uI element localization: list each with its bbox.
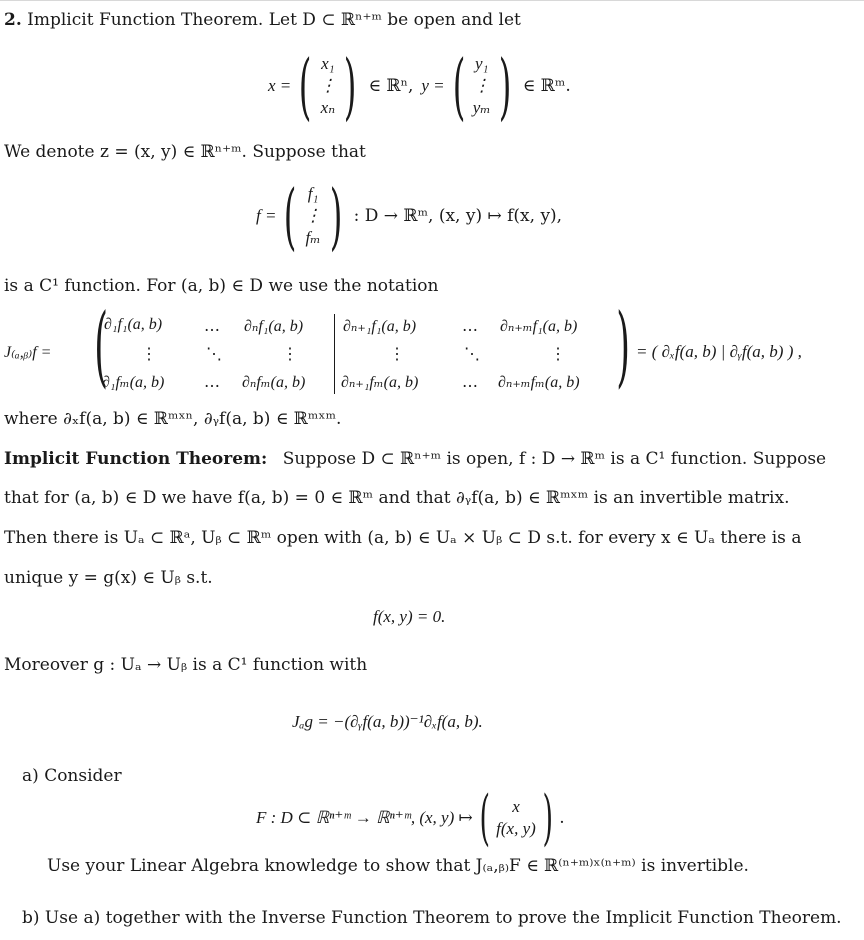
denote-line: We denote z = (x, y) ∈ ℝⁿ⁺ᵐ. Suppose that (4, 142, 366, 162)
jacobian-rhs: = ( ∂ₓf(a, b) | ∂ᵧf(a, b) ) , (636, 342, 802, 361)
left-paren: ( (284, 174, 297, 258)
x-entry-2: ⋮ (319, 76, 337, 95)
left-paren: ( (299, 44, 312, 128)
part-a-label: a) (22, 766, 39, 786)
jacobian-label: J₍ₐ,ᵦ₎f = (4, 344, 52, 361)
problem-intro: Let D ⊂ ℝⁿ⁺ᵐ be open and let (268, 10, 521, 30)
part-a-text: Consider (44, 766, 122, 786)
equation-f-zero: f(x, y) = 0. (373, 607, 446, 626)
theorem-line-4: unique y = g(x) ∈ Uᵦ s.t. (4, 568, 213, 588)
x-entry-3: xₙ (320, 98, 336, 117)
F-definition (256, 783, 565, 853)
y-entry-3: yₘ (472, 98, 491, 117)
theorem-title: Implicit Function Theorem: (4, 449, 268, 469)
cell-r2c4: ⋮ (389, 344, 405, 363)
cell-r3c5: … (462, 372, 478, 391)
cell-r2c1: ⋮ (141, 344, 157, 363)
y-entry-1: y₁ (474, 54, 489, 73)
y-space: ∈ ℝᵐ. (522, 76, 571, 96)
where-line: where ∂ₓf(a, b) ∈ ℝᵐˣⁿ, ∂ᵧf(a, b) ∈ ℝᵐˣᵐ. (4, 409, 342, 429)
cell-r1c5: … (462, 316, 478, 335)
cell-r3c1: ∂₁fₘ(a, b) (102, 374, 165, 391)
cell-r2c6: ⋮ (550, 344, 566, 363)
right-paren: ) (498, 44, 512, 128)
cell-r1c4: ∂ₙ₊₁f₁(a, b) (343, 318, 417, 335)
x-label: x = (268, 76, 292, 95)
y-entries (473, 53, 491, 119)
block-separator (334, 314, 335, 394)
left-paren: ( (452, 44, 465, 128)
f-entry-2: ⋮ (304, 206, 322, 225)
cell-r3c6: ∂ₙ₊ₘfₘ(a, b) (498, 374, 580, 391)
x-entry-1: x₁ (321, 54, 335, 73)
theorem-text-1: Suppose D ⊂ ℝⁿ⁺ᵐ is open, f : D → ℝᵐ is a C¹ function. Suppose (282, 449, 827, 469)
cell-r1c1: ∂₁f₁(a, b) (104, 316, 163, 333)
cell-r1c2: … (204, 316, 220, 335)
problem-title: Implicit Function Theorem. (27, 10, 264, 30)
f-entry-1: f₁ (307, 184, 319, 203)
period: . (559, 808, 565, 828)
F-entries (496, 796, 536, 840)
f-definition (256, 174, 563, 258)
jacobian-matrix (0, 294, 864, 398)
x-vector (268, 44, 571, 128)
matrix-right-paren: ) (616, 294, 631, 397)
y-entry-2: ⋮ (473, 76, 491, 95)
x-space: ∈ ℝⁿ, (368, 76, 414, 96)
f-mapping: : D → ℝᵐ, (x, y) ↦ f(x, y), (353, 206, 563, 226)
top-border (0, 0, 864, 1)
F-mapping: F : D ⊂ ℝⁿ⁺ᵐ → ℝⁿ⁺ᵐ, (x, y) ↦ (256, 808, 473, 827)
cell-r2c2: ⋱ (206, 344, 222, 363)
cell-r2c5: ⋱ (464, 344, 480, 363)
theorem-line-2: that for (a, b) ∈ D we have f(a, b) = 0 ∈ ℝᵐ and that ∂ᵧf(a, b) ∈ ℝᵐˣᵐ is an invertible matrix. (4, 488, 790, 508)
right-paren: ) (344, 44, 357, 128)
part-a-task: Use your Linear Algebra knowledge to show that J₍ₐ,ᵦ₎F ∈ ℝ⁽ⁿ⁺ᵐ⁾ˣ⁽ⁿ⁺ᵐ⁾ is invertible. (47, 856, 749, 876)
theorem-line-1 (4, 448, 826, 470)
f-entries (305, 183, 322, 249)
y-label: y = (421, 76, 445, 95)
cell-r1c6: ∂ₙ₊ₘf₁(a, b) (500, 318, 578, 335)
notation-line: is a C¹ function. For (a, b) ∈ D we use the notation (4, 276, 439, 296)
left-paren: ( (479, 783, 490, 853)
cell-r3c4: ∂ₙ₊₁fₘ(a, b) (341, 374, 419, 391)
part-b-label: b) (22, 908, 40, 928)
theorem-line-3: Then there is Uₐ ⊂ ℝᵃ, Uᵦ ⊂ ℝᵐ open with (a, b) ∈ Uₐ × Uᵦ ⊂ D s.t. for every x ∈ Uₐ there is a (4, 528, 802, 548)
F-entry-1: x (512, 797, 520, 816)
moreover-line: Moreover g : Uₐ → Uᵦ is a C¹ function with (4, 655, 368, 675)
F-entry-2: f(x, y) (496, 819, 536, 838)
right-paren: ) (542, 783, 553, 853)
right-paren: ) (329, 174, 342, 258)
cell-r2c3: ⋮ (282, 344, 298, 363)
part-b-text: Use a) together with the Inverse Function Theorem to prove the Implicit Function Theorem. (44, 908, 842, 928)
heading (4, 9, 521, 31)
equation-jacobian-g: Jₐg = −(∂ᵧf(a, b))⁻¹∂ₓf(a, b). (292, 712, 483, 731)
cell-r1c3: ∂ₙf₁(a, b) (244, 318, 304, 335)
matrix-left-paren: ( (94, 294, 109, 397)
cell-r3c2: … (204, 372, 220, 391)
part-a-intro (22, 765, 122, 787)
f-entry-3: fₘ (305, 228, 321, 247)
part-b (22, 907, 842, 929)
f-label: f = (256, 206, 277, 225)
problem-number: 2. (4, 10, 22, 30)
cell-r3c3: ∂ₙfₘ(a, b) (242, 374, 306, 391)
x-entries (319, 53, 336, 119)
